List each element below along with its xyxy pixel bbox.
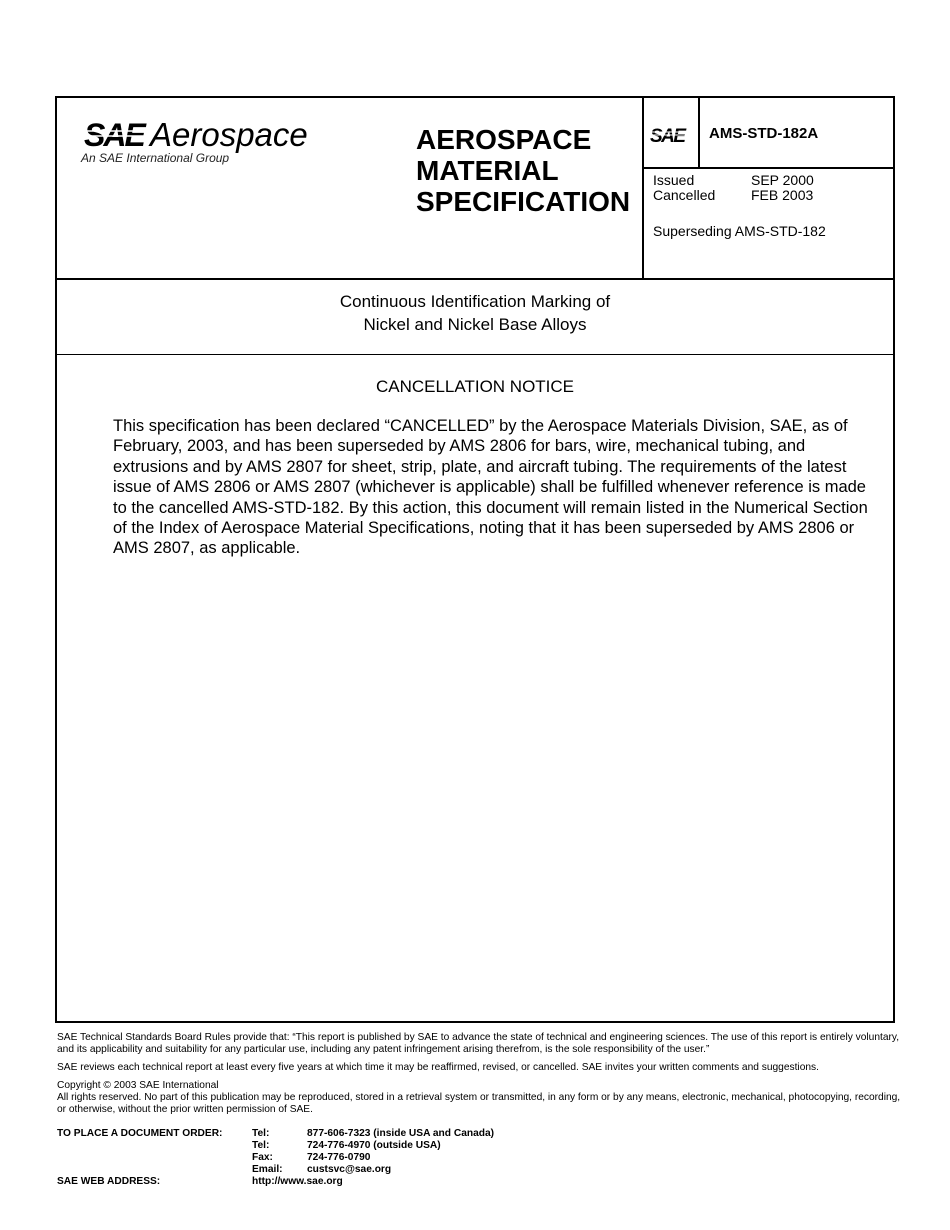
logo-sae-text: SAE [84,117,144,153]
superseding-text: Superseding AMS-STD-182 [653,223,826,239]
web-label: SAE WEB ADDRESS: [57,1176,161,1187]
footer-rights: All rights reserved. No part of this publication may be reproduced, stored in a retrieval system or transmitted, in any form or by any means, electronic, mechanical, photocopying, recording, or otherwise, without the prior written permission of SAE. [57,1092,901,1115]
contact-label: Tel: [252,1128,270,1139]
doc-number-divider [698,98,700,168]
cancelled-label: Cancelled [653,187,716,203]
email-link[interactable]: custsvc@sae.org [307,1164,392,1175]
spec-type-line: MATERIAL [416,155,559,186]
sae-small-logo [649,122,697,148]
contact-value: 724-776-4970 (outside USA) [307,1140,441,1151]
issued-label: Issued [653,172,695,188]
spec-type-line: AEROSPACE [416,124,592,155]
spec-type-heading [416,124,630,217]
document-frame [55,96,895,1023]
title-bottom-rule [57,354,893,355]
cancelled-value: FEB 2003 [751,187,814,203]
title-line: Nickel and Nickel Base Alloys [363,315,587,334]
contact-value: 877-606-7323 (inside USA and Canada) [307,1128,495,1139]
title-line: Continuous Identification Marking of [339,292,611,311]
footer [57,1032,902,1122]
issued-value: SEP 2000 [751,172,814,188]
header-bottom-rule [57,278,893,280]
logo-aerospace-text: Aerospace [150,116,308,153]
logo-subtitle: An SAE International Group [81,151,230,165]
web-address-link[interactable]: http://www.sae.org [252,1176,343,1187]
doc-number: AMS-STD-182A [709,125,819,142]
notice-heading: CANCELLATION NOTICE [375,377,575,396]
footer-copyright: Copyright © 2003 SAE International [57,1080,219,1091]
contact-label: Email: [252,1164,283,1175]
footer-rules: SAE Technical Standards Board Rules provide that: “This report is published by SAE to advance the state of technical and engineering sciences. The use of this report is entirely voluntary, and its applicability and suitability for any particular use, including any patent infringement arising therefrom, is the sole responsibility of the user.” [57,1032,900,1055]
issue-info [653,173,814,203]
doc-number-bottom-rule [643,167,893,169]
contact-label: Tel: [252,1140,270,1151]
footer-review: SAE reviews each technical report at least every five years at which time it may be reaffirmed, revised, or cancelled. SAE invites your written comments and suggestions. [57,1062,819,1073]
notice-body: This specification has been declared “CANCELLED” by the Aerospace Materials Division, SAE, as of February, 2003, and has been superseded by AMS 2806 for bars, wire, mechanical tubing, and extrusions and by AMS 2807 for sheet, strip, plate, and aircraft tubing. The requirements of the latest issue of AMS 2806 or AMS 2807 (whichever is applicable) shall be fulfilled whenever reference is made to the cancelled AMS-STD-182. By this action, this document will remain listed in the Numerical Section of the Index of Aerospace Material Specifications, noting that it has been superseded by AMS 2806 or AMS 2807, as applicable. [113,417,868,558]
document-title [57,290,893,336]
small-logo-text: SAE [650,126,685,147]
contact-label: Fax: [252,1152,273,1163]
header-divider-vertical [642,98,644,279]
order-label: TO PLACE A DOCUMENT ORDER: [57,1128,223,1139]
contact-value: 724-776-0790 [307,1152,371,1163]
spec-type-line: SPECIFICATION [416,186,631,217]
